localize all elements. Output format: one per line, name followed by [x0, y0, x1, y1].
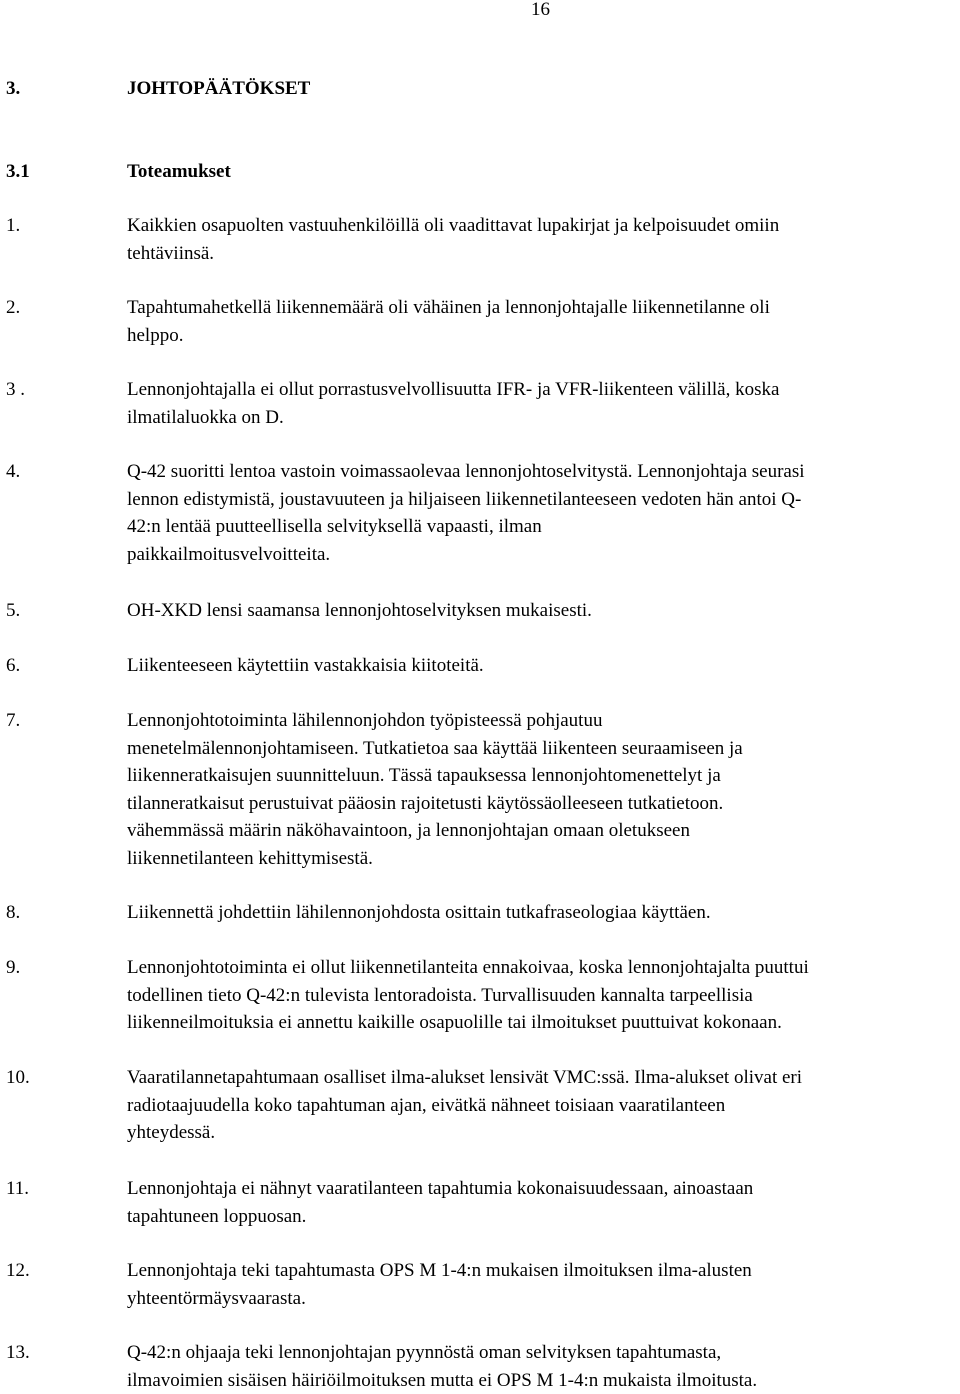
item-number: 6. [6, 652, 20, 680]
text-line: Liikenteeseen käytettiin vastakkaisia kiitoteitä. [127, 652, 960, 680]
item-number: 4. [6, 458, 20, 486]
item-number: 10. [6, 1064, 30, 1092]
text-line: Lennonjohtaja teki tapahtumasta OPS M 1-4:n mukaisen ilmoituksen ilma-alusten [127, 1257, 960, 1285]
item-number: 8. [6, 899, 20, 927]
item-number: 2. [6, 294, 20, 322]
item-text [127, 597, 960, 625]
item-text [127, 458, 960, 568]
text-line: todellinen tieto Q-42:n tulevista lentoradoista. Turvallisuuden kannalta tarpeellisia [127, 982, 960, 1010]
text-line: liikenneilmoituksia ei annettu kaikille osapuolille tai ilmoitukset puuttuivat kokonaan. [127, 1009, 960, 1037]
text-line: tapahtuneen loppuosan. [127, 1203, 960, 1231]
text-line: Lennonjohtajalla ei ollut porrastusvelvollisuutta IFR- ja VFR-liikenteen välillä, koska [127, 376, 960, 404]
text-line: yhteydessä. [127, 1119, 960, 1147]
text-line: vähemmässä määrin näköhavaintoon, ja lennonjohtajan omaan oletukseen [127, 817, 960, 845]
item-number: 12. [6, 1257, 30, 1285]
text-line: 42:n lentää puutteellisella selvityksellä vapaasti, ilman [127, 513, 960, 541]
page-number: 16 [531, 0, 550, 22]
text-line: Vaaratilannetapahtumaan osalliset ilma-alukset lensivät VMC:ssä. Ilma-alukset olivat eri [127, 1064, 960, 1092]
text-line: ilmavoimien sisäisen häiriöilmoituksen mutta ei OPS M 1-4:n mukaista ilmoitusta. [127, 1367, 960, 1394]
item-number: 3 . [6, 376, 25, 404]
section-number: 3. [6, 77, 20, 101]
item-text [127, 294, 960, 349]
text-line: OH-XKD lensi saamansa lennonjohtoselvityksen mukaisesti. [127, 597, 960, 625]
item-number: 5. [6, 597, 20, 625]
text-line: helppo. [127, 322, 960, 350]
text-line: Lennonjohtaja ei nähnyt vaaratilanteen tapahtumia kokonaisuudessaan, ainoastaan [127, 1175, 960, 1203]
item-text [127, 899, 960, 927]
text-line: lennon edistymistä, joustavuuteen ja hiljaiseen liikennetilanteeseen vedoten hän antoi Q- [127, 486, 960, 514]
text-line: Liikennettä johdettiin lähilennonjohdosta osittain tutkafraseologiaa käyttäen. [127, 899, 960, 927]
subsection-number: 3.1 [6, 160, 30, 184]
text-line: tehtäviinsä. [127, 240, 960, 268]
item-text [127, 1064, 960, 1147]
item-text [127, 652, 960, 680]
text-line: liikenneratkaisujen suunnitteluun. Tässä tapauksessa lennonjohtomenettelyt ja [127, 762, 960, 790]
item-text [127, 1175, 960, 1230]
item-number: 13. [6, 1339, 30, 1367]
item-number: 11. [6, 1175, 29, 1203]
text-line: radiotaajuudella koko tapahtuman ajan, eivätkä nähneet toisiaan vaaratilanteen [127, 1092, 960, 1120]
item-text [127, 376, 960, 431]
item-number: 7. [6, 707, 20, 735]
section-title: JOHTOPÄÄTÖKSET [127, 77, 310, 101]
text-line: ilmatilaluokka on D. [127, 404, 960, 432]
text-line: Lennonjohtotoiminta lähilennonjohdon työpisteessä pohjautuu [127, 707, 960, 735]
text-line: Lennonjohtotoiminta ei ollut liikennetilanteita ennakoivaa, koska lennonjohtajalta puuttui [127, 954, 960, 982]
text-line: yhteentörmäysvaarasta. [127, 1285, 960, 1313]
item-text [127, 707, 960, 872]
text-line: Q-42:n ohjaaja teki lennonjohtajan pyynnöstä oman selvityksen tapahtumasta, [127, 1339, 960, 1367]
text-line: Kaikkien osapuolten vastuuhenkilöillä oli vaadittavat lupakirjat ja kelpoisuudet omiin [127, 212, 960, 240]
text-line: Q-42 suoritti lentoa vastoin voimassaolevaa lennonjohtoselvitystä. Lennonjohtaja seurasi [127, 458, 960, 486]
item-number: 1. [6, 212, 20, 240]
text-line: Tapahtumahetkellä liikennemäärä oli vähäinen ja lennonjohtajalle liikennetilanne oli [127, 294, 960, 322]
text-line: paikkailmoitusvelvoitteita. [127, 541, 960, 569]
item-text [127, 1257, 960, 1312]
item-number: 9. [6, 954, 20, 982]
item-text [127, 1339, 960, 1394]
text-line: tilanneratkaisut perustuivat pääosin rajoitetusti käytössäolleeseen tutkatietoon. [127, 790, 960, 818]
subsection-title: Toteamukset [127, 160, 231, 184]
text-line: liikennetilanteen kehittymisestä. [127, 845, 960, 873]
item-text [127, 954, 960, 1037]
text-line: menetelmälennonjohtamiseen. Tutkatietoa saa käyttää liikenteen seuraamiseen ja [127, 735, 960, 763]
item-text [127, 212, 960, 267]
